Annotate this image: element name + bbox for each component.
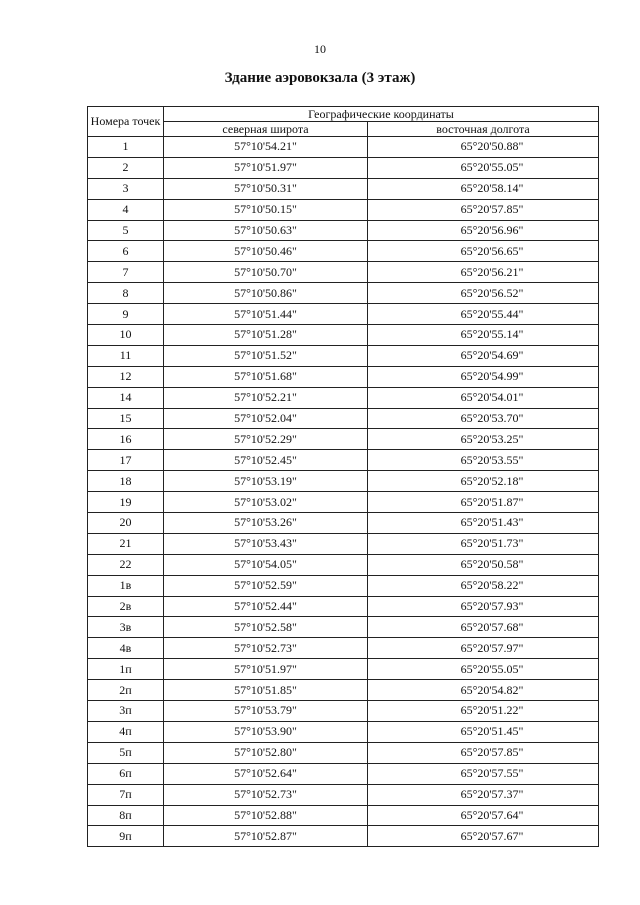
longitude-cell: 65°20'53.55": [368, 450, 599, 471]
table-row: [88, 220, 599, 241]
point-number-cell: 19: [88, 492, 164, 513]
longitude-cell: 65°20'55.05": [368, 157, 599, 178]
point-number-cell: 10: [88, 325, 164, 346]
point-number-cell: 4п: [88, 721, 164, 742]
point-number-cell: 1в: [88, 575, 164, 596]
longitude-cell: 65°20'50.58": [368, 554, 599, 575]
latitude-cell: 57°10'53.19": [164, 471, 368, 492]
latitude-cell: 57°10'52.88": [164, 805, 368, 826]
longitude-cell: 65°20'57.37": [368, 784, 599, 805]
table-row: [88, 492, 599, 513]
longitude-cell: 65°20'53.70": [368, 408, 599, 429]
table-row: [88, 575, 599, 596]
point-number-cell: 17: [88, 450, 164, 471]
table-row: [88, 680, 599, 701]
longitude-cell: 65°20'56.65": [368, 241, 599, 262]
longitude-cell: 65°20'58.22": [368, 575, 599, 596]
longitude-cell: 65°20'56.52": [368, 283, 599, 304]
latitude-cell: 57°10'52.04": [164, 408, 368, 429]
table-row: [88, 596, 599, 617]
table-row: [88, 262, 599, 283]
table-row: [88, 513, 599, 534]
latitude-cell: 57°10'50.70": [164, 262, 368, 283]
latitude-cell: 57°10'51.97": [164, 659, 368, 680]
latitude-cell: 57°10'50.46": [164, 241, 368, 262]
longitude-cell: 65°20'57.55": [368, 763, 599, 784]
latitude-cell: 57°10'53.43": [164, 533, 368, 554]
point-number-cell: 9: [88, 304, 164, 325]
longitude-cell: 65°20'51.73": [368, 533, 599, 554]
latitude-cell: 57°10'51.52": [164, 345, 368, 366]
latitude-cell: 57°10'52.59": [164, 575, 368, 596]
latitude-cell: 57°10'50.86": [164, 283, 368, 304]
point-number-cell: 8п: [88, 805, 164, 826]
latitude-cell: 57°10'52.80": [164, 742, 368, 763]
table-row: [88, 826, 599, 847]
point-number-cell: 5п: [88, 742, 164, 763]
latitude-cell: 57°10'51.85": [164, 680, 368, 701]
latitude-cell: 57°10'51.28": [164, 325, 368, 346]
longitude-cell: 65°20'55.44": [368, 304, 599, 325]
table-row: [88, 742, 599, 763]
coordinates-group-header: Географические координаты: [164, 107, 599, 122]
table-row: [88, 471, 599, 492]
table-row: [88, 554, 599, 575]
longitude-header: восточная долгота: [368, 122, 599, 137]
table-row: [88, 805, 599, 826]
longitude-cell: 65°20'56.21": [368, 262, 599, 283]
longitude-cell: 65°20'52.18": [368, 471, 599, 492]
point-number-cell: 12: [88, 366, 164, 387]
point-number-cell: 3в: [88, 617, 164, 638]
point-number-cell: 1п: [88, 659, 164, 680]
table-row: [88, 533, 599, 554]
longitude-cell: 65°20'55.05": [368, 659, 599, 680]
longitude-cell: 65°20'57.85": [368, 199, 599, 220]
point-number-cell: 6: [88, 241, 164, 262]
longitude-cell: 65°20'57.85": [368, 742, 599, 763]
point-number-cell: 21: [88, 533, 164, 554]
latitude-cell: 57°10'53.79": [164, 701, 368, 722]
point-number-cell: 15: [88, 408, 164, 429]
latitude-cell: 57°10'52.21": [164, 387, 368, 408]
point-number-cell: 2в: [88, 596, 164, 617]
table-row: [88, 659, 599, 680]
latitude-cell: 57°10'51.44": [164, 304, 368, 325]
point-number-cell: 1: [88, 137, 164, 158]
longitude-cell: 65°20'57.64": [368, 805, 599, 826]
latitude-cell: 57°10'52.73": [164, 638, 368, 659]
latitude-cell: 57°10'53.02": [164, 492, 368, 513]
point-number-cell: 4в: [88, 638, 164, 659]
table-row: [88, 450, 599, 471]
latitude-cell: 57°10'52.29": [164, 429, 368, 450]
table-row: [88, 784, 599, 805]
point-number-cell: 20: [88, 513, 164, 534]
point-number-cell: 4: [88, 199, 164, 220]
table-row: [88, 283, 599, 304]
table-row: [88, 638, 599, 659]
page-title: Здание аэровокзала (3 этаж): [224, 70, 416, 86]
latitude-cell: 57°10'50.63": [164, 220, 368, 241]
longitude-cell: 65°20'51.43": [368, 513, 599, 534]
longitude-cell: 65°20'56.96": [368, 220, 599, 241]
point-number-cell: 9п: [88, 826, 164, 847]
table-row: [88, 137, 599, 158]
longitude-cell: 65°20'57.93": [368, 596, 599, 617]
point-number-cell: 3п: [88, 701, 164, 722]
latitude-cell: 57°10'52.45": [164, 450, 368, 471]
point-number-cell: 6п: [88, 763, 164, 784]
longitude-cell: 65°20'54.99": [368, 366, 599, 387]
table-row: [88, 345, 599, 366]
latitude-cell: 57°10'51.97": [164, 157, 368, 178]
longitude-cell: 65°20'55.14": [368, 325, 599, 346]
table-row: [88, 408, 599, 429]
longitude-cell: 65°20'57.67": [368, 826, 599, 847]
table-row: [88, 763, 599, 784]
table-row: [88, 199, 599, 220]
longitude-cell: 65°20'50.88": [368, 137, 599, 158]
point-number-cell: 3: [88, 178, 164, 199]
latitude-cell: 57°10'52.64": [164, 763, 368, 784]
coordinates-table: [87, 106, 599, 847]
latitude-cell: 57°10'51.68": [164, 366, 368, 387]
table-row: [88, 178, 599, 199]
latitude-cell: 57°10'50.31": [164, 178, 368, 199]
longitude-cell: 65°20'51.45": [368, 721, 599, 742]
point-number-cell: 7п: [88, 784, 164, 805]
point-number-cell: 5: [88, 220, 164, 241]
longitude-cell: 65°20'58.14": [368, 178, 599, 199]
point-number-cell: 18: [88, 471, 164, 492]
table-row: [88, 429, 599, 450]
latitude-cell: 57°10'50.15": [164, 199, 368, 220]
point-number-cell: 22: [88, 554, 164, 575]
latitude-cell: 57°10'54.21": [164, 137, 368, 158]
latitude-cell: 57°10'52.73": [164, 784, 368, 805]
longitude-cell: 65°20'57.97": [368, 638, 599, 659]
longitude-cell: 65°20'57.68": [368, 617, 599, 638]
point-number-cell: 11: [88, 345, 164, 366]
table-row: [88, 157, 599, 178]
table-row: [88, 617, 599, 638]
table-row: [88, 304, 599, 325]
longitude-cell: 65°20'54.69": [368, 345, 599, 366]
point-number-cell: 8: [88, 283, 164, 304]
table-row: [88, 241, 599, 262]
point-number-cell: 2п: [88, 680, 164, 701]
table-row: [88, 701, 599, 722]
longitude-cell: 65°20'53.25": [368, 429, 599, 450]
longitude-cell: 65°20'54.82": [368, 680, 599, 701]
page-number: 10: [314, 42, 326, 56]
latitude-cell: 57°10'52.58": [164, 617, 368, 638]
point-number-cell: 14: [88, 387, 164, 408]
latitude-cell: 57°10'52.87": [164, 826, 368, 847]
table-row: [88, 387, 599, 408]
longitude-cell: 65°20'51.22": [368, 701, 599, 722]
longitude-cell: 65°20'51.87": [368, 492, 599, 513]
table-row: [88, 366, 599, 387]
table-row: [88, 721, 599, 742]
table-body: [88, 137, 599, 847]
longitude-cell: 65°20'54.01": [368, 387, 599, 408]
latitude-cell: 57°10'54.05": [164, 554, 368, 575]
latitude-cell: 57°10'53.26": [164, 513, 368, 534]
latitude-header: северная широта: [164, 122, 368, 137]
point-number-cell: 2: [88, 157, 164, 178]
point-number-cell: 16: [88, 429, 164, 450]
point-number-header: Номера точек: [88, 107, 164, 137]
table-row: [88, 325, 599, 346]
point-number-cell: 7: [88, 262, 164, 283]
latitude-cell: 57°10'52.44": [164, 596, 368, 617]
latitude-cell: 57°10'53.90": [164, 721, 368, 742]
